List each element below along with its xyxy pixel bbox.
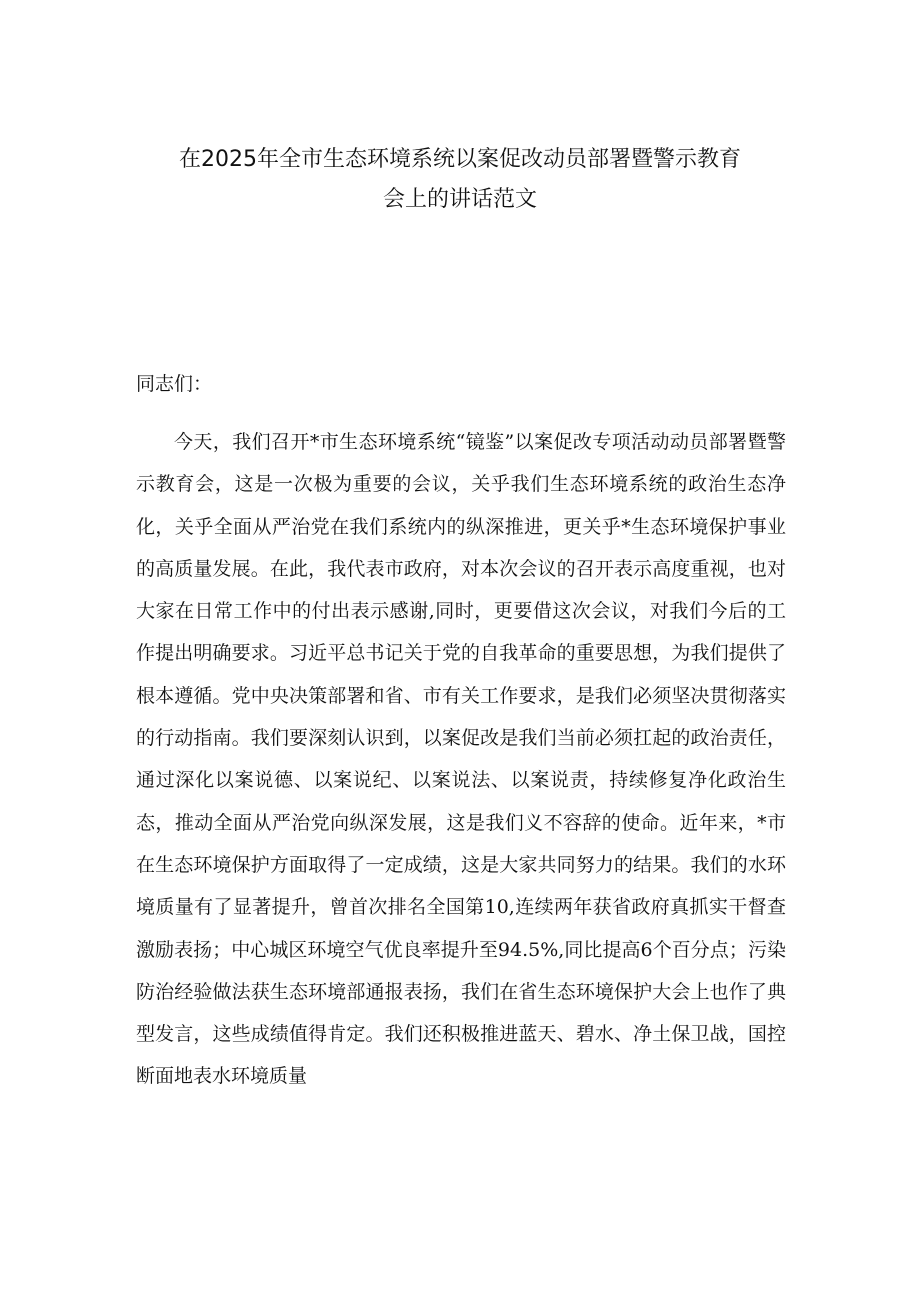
salutation: 同志们： bbox=[136, 373, 213, 395]
body-paragraph: 今天，我们召开*市生态环境系统“镜鉴”以案促改专项活动动员部署暨警示教育会，这是一次极为重要的会议，关乎我们生态环境系统的政治生态净化，关乎全面从严治党在我们系统内的纵深推进，更关乎*生态环境保护事业的高质量发展。在此，我代表市政府，对本次会议的召开表示高度重视，也对大家在日常工作中的付出表示感谢,同时，更要借这次会议，对我们今后的工作提出明确要求。习近平总书记关于党的自我革命的重要思想，为我们提供了根本遵循。党中央决策部署和省、市有关工作要求，是我们必须坚决贯彻落实的行动指南。我们要深刻认识到，以案促改是我们当前必须扛起的政治责任，通过深化以案说德、以案说纪、以案说法、以案说责，持续修复净化政治生态，推动全面从严治党向纵深发展，这是我们义不容辞的使命。近年来，*市在生态环境保护方面取得了一定成绩，这是大家共同努力的结果。我们的水环境质量有了显著提升，曾首次排名全国第10,连续两年获省政府真抓实干督查激励表扬；中心城区环境空气优良率提升至94.5%,同比提高6个百分点；污染防治经验做法获生态环境部通报表扬，我们在省生态环境保护大会上也作了典型发言，这些成绩值得肯定。我们还积极推进蓝天、碧水、净土保卫战，国控断面地表水环境质量 bbox=[136, 431, 786, 1088]
title-line-2: 会上的讲话范文 bbox=[382, 187, 537, 212]
title-line-1: 在2025年全市生态环境系统以案促改动员部署暨警示教育 bbox=[179, 147, 741, 172]
document-title bbox=[120, 140, 800, 220]
